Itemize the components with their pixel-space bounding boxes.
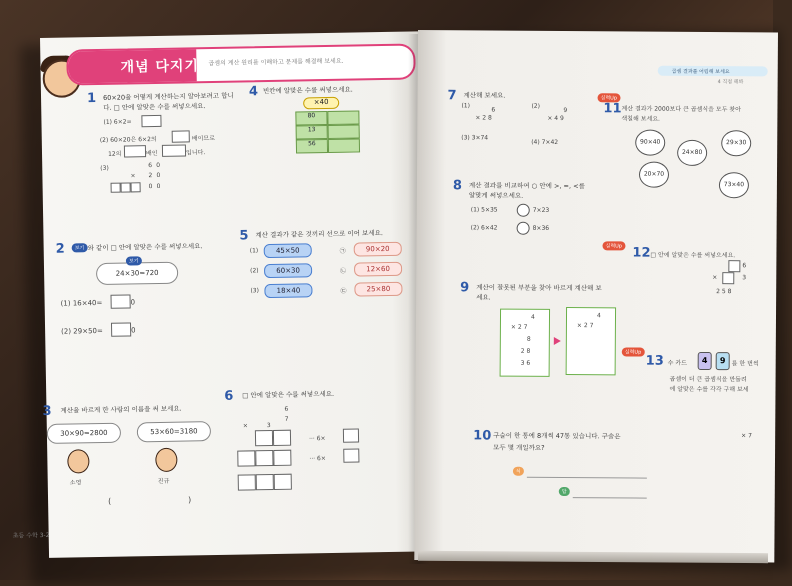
- problem-1-line-2b: 배이므로: [191, 134, 216, 143]
- result-digits: 2 5 8: [716, 288, 732, 296]
- problem-6-number: 6: [224, 388, 234, 404]
- arrow-right-icon: [554, 337, 561, 345]
- problem-1-text-2: 다. □ 안에 알맞은 수를 써넣으세요.: [103, 102, 206, 112]
- answer-cell[interactable]: [328, 138, 360, 153]
- problem-2-text: 와 같이 □ 안에 알맞은 수를 써넣으세요.: [87, 242, 203, 253]
- left-page: [12, 31, 427, 558]
- speech-bubble-soyoung: 30×90=2800: [47, 423, 121, 444]
- balloon-choice[interactable]: 24×80: [677, 140, 707, 166]
- digit: 0: [156, 171, 161, 179]
- problem-13-text-b: 를 한 번씩: [731, 360, 759, 368]
- sub-label: (2): [531, 102, 540, 110]
- problem-8-number: 8: [452, 178, 463, 194]
- right-expression[interactable]: 12×60: [354, 262, 402, 277]
- boy-avatar: [155, 448, 177, 472]
- problem-9-text-1: 계산이 잘못된 부분을 찾아 바르게 계산해 보: [476, 283, 602, 293]
- answer-box[interactable]: [172, 130, 190, 142]
- digit: 3: [266, 422, 271, 430]
- right-page: [414, 30, 778, 563]
- page-footer: 초등 수학 3-2: [12, 531, 50, 540]
- wrong-calculation-box: [500, 309, 550, 377]
- answer-box[interactable]: [728, 260, 740, 272]
- problem-1-line-3b: 배인: [145, 149, 158, 158]
- calc-line: 3 6: [520, 359, 531, 367]
- problem-7-number: 7: [447, 88, 457, 104]
- right-label: ㉡: [340, 267, 347, 275]
- example-tag: 보기: [72, 243, 88, 252]
- answer-box[interactable]: [274, 474, 292, 490]
- calc-line: 8: [526, 335, 531, 343]
- problem-6-text: □ 안에 알맞은 수를 써넣으세요.: [242, 389, 335, 400]
- banner-title: 개념 다지기 문제: [120, 57, 235, 76]
- problem-9-number: 9: [460, 280, 470, 296]
- section-banner: [66, 43, 416, 85]
- problem-11-text-2: 색칠해 보세요.: [621, 115, 661, 123]
- answer-box[interactable]: [121, 182, 131, 192]
- right-label: ㉢: [340, 287, 347, 295]
- table-cell: 13: [296, 125, 328, 140]
- level-up-tag: 실력Up: [622, 347, 645, 356]
- problem-11-number: 11: [603, 101, 622, 117]
- number-card: 9: [716, 352, 730, 370]
- trailing-zero: 0: [131, 326, 136, 335]
- header-sub: 4 직접 해봐: [717, 79, 744, 86]
- speech-bubble-jingyu: 53×60=3180: [137, 421, 211, 442]
- digit: 0: [148, 183, 153, 191]
- problem-5-text: 계산 결과가 같은 것끼리 선으로 이어 보세요.: [255, 229, 384, 240]
- answer-box[interactable]: [131, 182, 141, 192]
- digit: 6: [148, 162, 153, 170]
- problem-12-text: □ 안에 알맞은 수를 써넣으세요.: [650, 251, 736, 260]
- level-up-tag: 실력Up: [597, 93, 620, 102]
- answer-box[interactable]: [343, 428, 359, 442]
- answer-box[interactable]: [162, 144, 186, 156]
- problem-13-text-a: 수 카드: [667, 359, 688, 367]
- pair-label: (3): [250, 287, 260, 295]
- problem-2-line-2: (2) 29×50=: [61, 326, 103, 336]
- answer-box[interactable]: [255, 430, 273, 446]
- answer-box[interactable]: [111, 183, 121, 193]
- problem-7-text: 계산해 보세요.: [463, 91, 506, 100]
- answer-cell[interactable]: [328, 124, 360, 139]
- balloon-choice[interactable]: 90×40: [635, 130, 665, 156]
- sik-label: 식: [513, 467, 524, 476]
- equation-input-line[interactable]: [527, 477, 647, 479]
- answer-cell[interactable]: [327, 110, 359, 125]
- paren-open: (: [108, 496, 112, 506]
- digit: 0: [156, 161, 161, 169]
- correct-calculation-box[interactable]: [566, 307, 616, 375]
- compare-right: 8×36: [532, 224, 550, 232]
- name-soyoung: 소영: [69, 479, 82, 487]
- problem-3-text: 계산을 바르게 한 사람의 이름을 써 보세요.: [60, 404, 182, 415]
- compare-left: (2) 6×42: [470, 224, 498, 232]
- right-label: ㉠: [339, 247, 346, 255]
- calc-line: × 2 7: [576, 322, 594, 330]
- digit: 9: [563, 107, 568, 115]
- times-sign: ×: [130, 172, 136, 180]
- problem-1-line-3c: 입니다.: [185, 149, 206, 157]
- times-sign: ×: [712, 274, 718, 282]
- problem-11-text-1: 계산 결과가 2000보다 큰 곱셈식을 모두 찾아: [621, 105, 741, 114]
- answer-box[interactable]: [255, 450, 273, 466]
- answer-box[interactable]: [273, 430, 291, 446]
- digit: 7: [284, 415, 289, 423]
- digit: 6: [742, 262, 747, 270]
- multiplier-label: ×40: [303, 97, 339, 110]
- problem-1-number: 1: [86, 91, 97, 107]
- example-box: 24×30=720: [96, 262, 178, 285]
- digit: 3: [742, 274, 747, 282]
- problem-10-text-1: 구슬이 한 통에 8개씩 47통 있습니다. 구슬은: [493, 431, 621, 441]
- sub-problem: (3) 3×74: [461, 134, 489, 142]
- answer-box[interactable]: [273, 450, 291, 466]
- problem-8-text-1: 계산 결과를 비교하여 ○ 안에 >, =, <를: [468, 181, 585, 191]
- problem-10-text-2: 모두 몇 개일까요?: [493, 443, 545, 452]
- problem-1-line-3a: 12의: [107, 150, 122, 158]
- trailing-zero: 0: [130, 298, 136, 307]
- hint-text: ··· 6×: [308, 435, 326, 443]
- table-cell: 80: [295, 111, 327, 126]
- compare-circle[interactable]: [517, 222, 530, 235]
- balloon-choice[interactable]: 73×40: [719, 172, 749, 198]
- left-expression[interactable]: 18×40: [264, 283, 312, 298]
- multiplier: × 4 9: [547, 114, 564, 123]
- problem-1-line-1: (1) 6×2=: [103, 118, 132, 126]
- answer-box[interactable]: [111, 322, 131, 336]
- problem-13-line-2: 곱셈이 더 큰 곱셈식을 만들려: [669, 375, 747, 384]
- header-tag: 곱셈 결과를 어림해 보세요: [671, 68, 730, 76]
- digit: 6: [284, 405, 289, 413]
- multiplier: × 7: [741, 432, 752, 440]
- balloon-choice[interactable]: 20×70: [639, 162, 669, 188]
- number-card: 4: [698, 352, 712, 370]
- balloon-choice[interactable]: 29×30: [721, 130, 751, 156]
- problem-9-text-2: 세요.: [476, 293, 491, 302]
- problem-3-number: 3: [42, 403, 52, 420]
- calc-line: 4: [530, 313, 535, 321]
- answer-box[interactable]: [141, 115, 161, 127]
- sub-problem: (4) 7×42: [531, 138, 559, 146]
- answer-box[interactable]: [124, 145, 146, 157]
- answer-box[interactable]: [110, 294, 130, 308]
- problem-4-number: 4: [248, 84, 259, 100]
- digit: 2: [148, 172, 153, 180]
- digit: 6: [491, 106, 496, 114]
- problem-8-text-2: 알맞게 써넣으세요.: [468, 191, 524, 200]
- multiplier: × 2 8: [475, 114, 492, 122]
- pair-label: (2): [250, 267, 259, 275]
- calc-line: 4: [596, 312, 601, 320]
- paren-close: ): [188, 495, 192, 505]
- problem-12-number: 12: [632, 245, 651, 261]
- answer-box[interactable]: [238, 474, 256, 490]
- hint-text: ··· 6×: [309, 455, 326, 463]
- problem-1-line-4: (3): [100, 164, 109, 172]
- dap-label: 답: [559, 487, 570, 496]
- example-box-tag: 보기: [126, 256, 142, 265]
- banner-subtitle: 곱셈의 계산 원리를 이해하고 문제를 해결해 보세요.: [208, 57, 344, 68]
- answer-blank[interactable]: [112, 496, 186, 509]
- compare-circle[interactable]: [517, 204, 530, 217]
- problem-10-number: 10: [473, 428, 492, 444]
- answer-box[interactable]: [722, 272, 734, 284]
- problem-4-text: 빈칸에 알맞은 수를 써넣으세요.: [262, 85, 353, 96]
- compare-left: (1) 5×35: [470, 206, 498, 214]
- problem-13-line-3: 에 알맞은 수를 각각 구해 보세: [669, 385, 749, 394]
- compare-right: 7×23: [532, 206, 550, 214]
- right-expression[interactable]: 25×80: [354, 282, 402, 297]
- girl-avatar: [67, 449, 89, 473]
- problem-2-number: 2: [55, 241, 65, 257]
- left-expression[interactable]: 60×30: [264, 263, 312, 278]
- digit: 0: [156, 182, 161, 190]
- problem-1-line-2a: (2) 60×20은 6×2의: [99, 135, 157, 144]
- times-sign: ×: [242, 422, 248, 430]
- name-jingyu: 진규: [157, 477, 170, 486]
- problem-2-line-1: (1) 16×40=: [60, 298, 103, 308]
- pair-label: (1): [249, 247, 259, 255]
- left-expression[interactable]: 45×50: [264, 243, 312, 258]
- answer-input-line[interactable]: [573, 497, 647, 499]
- table-cell: 56: [296, 139, 328, 154]
- problem-5-number: 5: [239, 228, 249, 244]
- answer-box[interactable]: [237, 450, 255, 466]
- calc-line: × 2 7: [510, 323, 528, 331]
- answer-box[interactable]: [343, 448, 359, 462]
- problem-13-number: 13: [645, 353, 664, 369]
- answer-box[interactable]: [256, 474, 274, 490]
- sub-label: (1): [461, 102, 470, 110]
- level-up-tag: 실력Up: [602, 241, 625, 250]
- right-expression[interactable]: 90×20: [354, 242, 402, 257]
- problem-1-text-1: 60×20을 어떻게 계산하는지 알아보려고 합니: [102, 91, 234, 102]
- calc-line: 2 8: [520, 347, 531, 355]
